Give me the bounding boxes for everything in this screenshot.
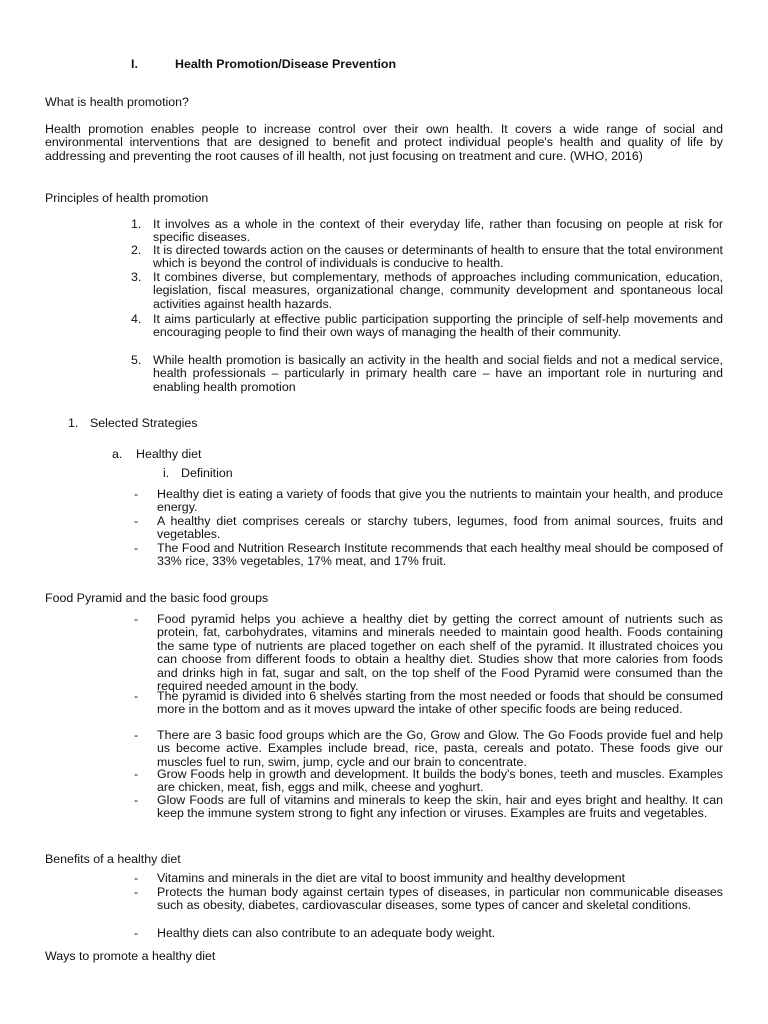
pyramid-heading: Food Pyramid and the basic food groups: [45, 591, 269, 605]
ways-heading: Ways to promote a healthy diet: [45, 949, 216, 963]
section-title: Health Promotion/Disease Prevention: [175, 57, 397, 71]
bullet-dash: -: [134, 514, 139, 528]
healthy-diet-letter: a.: [112, 447, 123, 461]
section-number: I.: [131, 57, 138, 71]
pyramid-bullet: There are 3 basic food groups which are the Go, Grow and Glow. The Go Foods provide fuel and help us become active. Examples include bread, rice, pasta, cereals and potato. These foods give our muscles fuel to run, swim, jump, cycle and our brain to concentrate.: [157, 728, 723, 769]
bullet-dash: -: [134, 926, 139, 940]
benefits-bullet: Protects the human body against certain types of diseases, in particular non communicable diseases such as obesity, diabetes, cardiovascular diseases, some types of cancer and skeletal conditions.: [157, 885, 723, 913]
definition-subheading: Definition: [181, 466, 233, 480]
principles-heading: Principles of health promotion: [45, 191, 209, 205]
benefits-bullet: Vitamins and minerals in the diet are vital to boost immunity and healthy development: [157, 871, 626, 885]
strategies-heading: Selected Strategies: [90, 416, 198, 430]
principle-item: It involves as a whole in the context of their everyday life, rather than focusing on people at risk for specific diseases.: [153, 217, 723, 245]
bullet-dash: -: [134, 612, 139, 626]
strategies-number: 1.: [68, 416, 79, 430]
bullet-dash: -: [134, 885, 139, 899]
principle-item: It aims particularly at effective public participation supporting the principle of self-help movements and encouraging people to find their own ways of managing the health of their community.: [153, 312, 723, 340]
benefits-bullet: Healthy diets can also contribute to an adequate body weight.: [157, 926, 496, 940]
definition-paragraph: Health promotion enables people to increase control over their own health. It covers a wide range of social and environmental interventions that are designed to benefit and protect individual people's health and quality of life by addressing and preventing the root causes of ill health, not just focusing on treatment and cure. (WHO, 2016): [45, 122, 723, 163]
definition-bullet: The Food and Nutrition Research Institute recommends that each healthy meal should be composed of 33% rice, 33% vegetables, 17% meat, and 17% fruit.: [157, 541, 723, 569]
principle-item: While health promotion is basically an activity in the health and social fields and not a medical service, health professionals – particularly in primary health care – have an important role in nurturing and enabling health promotion: [153, 353, 723, 394]
pyramid-bullet: The pyramid is divided into 6 shelves starting from the most needed or foods that should be consumed more in the bottom and as it moves upward the intake of other specific foods are being reduced.: [157, 689, 723, 717]
bullet-dash: -: [134, 728, 139, 742]
definition-roman: i.: [163, 466, 170, 480]
definition-bullet: A healthy diet comprises cereals or starchy tubers, legumes, food from animal sources, fruits and vegetables.: [157, 514, 723, 542]
healthy-diet-heading: Healthy diet: [136, 447, 202, 461]
principle-item: It combines diverse, but complementary, methods of approaches including communication, education, legislation, fiscal measures, organizational change, community development and spontaneous local activities against health hazards.: [153, 270, 723, 311]
bullet-dash: -: [134, 541, 139, 555]
pyramid-bullet: Grow Foods help in growth and development. It builds the body's bones, teeth and muscles. Examples are chicken, meat, fish, eggs and milk, cheese and yoghurt.: [157, 767, 723, 795]
principle-item: It is directed towards action on the causes or determinants of health to ensure that the total environment which is beyond the control of individuals is conducive to health.: [153, 243, 723, 271]
principle-number: 3.: [131, 270, 142, 284]
pyramid-bullet: Glow Foods are full of vitamins and minerals to keep the skin, hair and eyes bright and healthy. It can keep the immune system strong to fight any infection or viruses. Examples are fruits and vegetables.: [157, 793, 723, 821]
principle-number: 2.: [131, 243, 142, 257]
bullet-dash: -: [134, 487, 139, 501]
principle-number: 1.: [131, 217, 142, 231]
bullet-dash: -: [134, 689, 139, 703]
bullet-dash: -: [134, 793, 139, 807]
pyramid-bullet: Food pyramid helps you achieve a healthy diet by getting the correct amount of nutrients such as protein, fat, carbohydrates, vitamins and minerals needed to maintain good health. Foods containing the same type of nutrients are placed together on each shelf of the pyramid. It illustrated choices you can choose from different foods to obtain a healthy diet. Studies show that more calories from foods and drinks high in fat, sugar and salt, on the top shelf of the Food Pyramid were consumed than the required needed amount in the body.: [157, 612, 723, 694]
bullet-dash: -: [134, 871, 139, 885]
question-heading: What is health promotion?: [45, 95, 189, 109]
principle-number: 4.: [131, 312, 142, 326]
definition-bullet: Healthy diet is eating a variety of foods that give you the nutrients to maintain your health, and produce energy.: [157, 487, 723, 515]
benefits-heading: Benefits of a healthy diet: [45, 852, 181, 866]
bullet-dash: -: [134, 767, 139, 781]
principle-number: 5.: [131, 353, 142, 367]
